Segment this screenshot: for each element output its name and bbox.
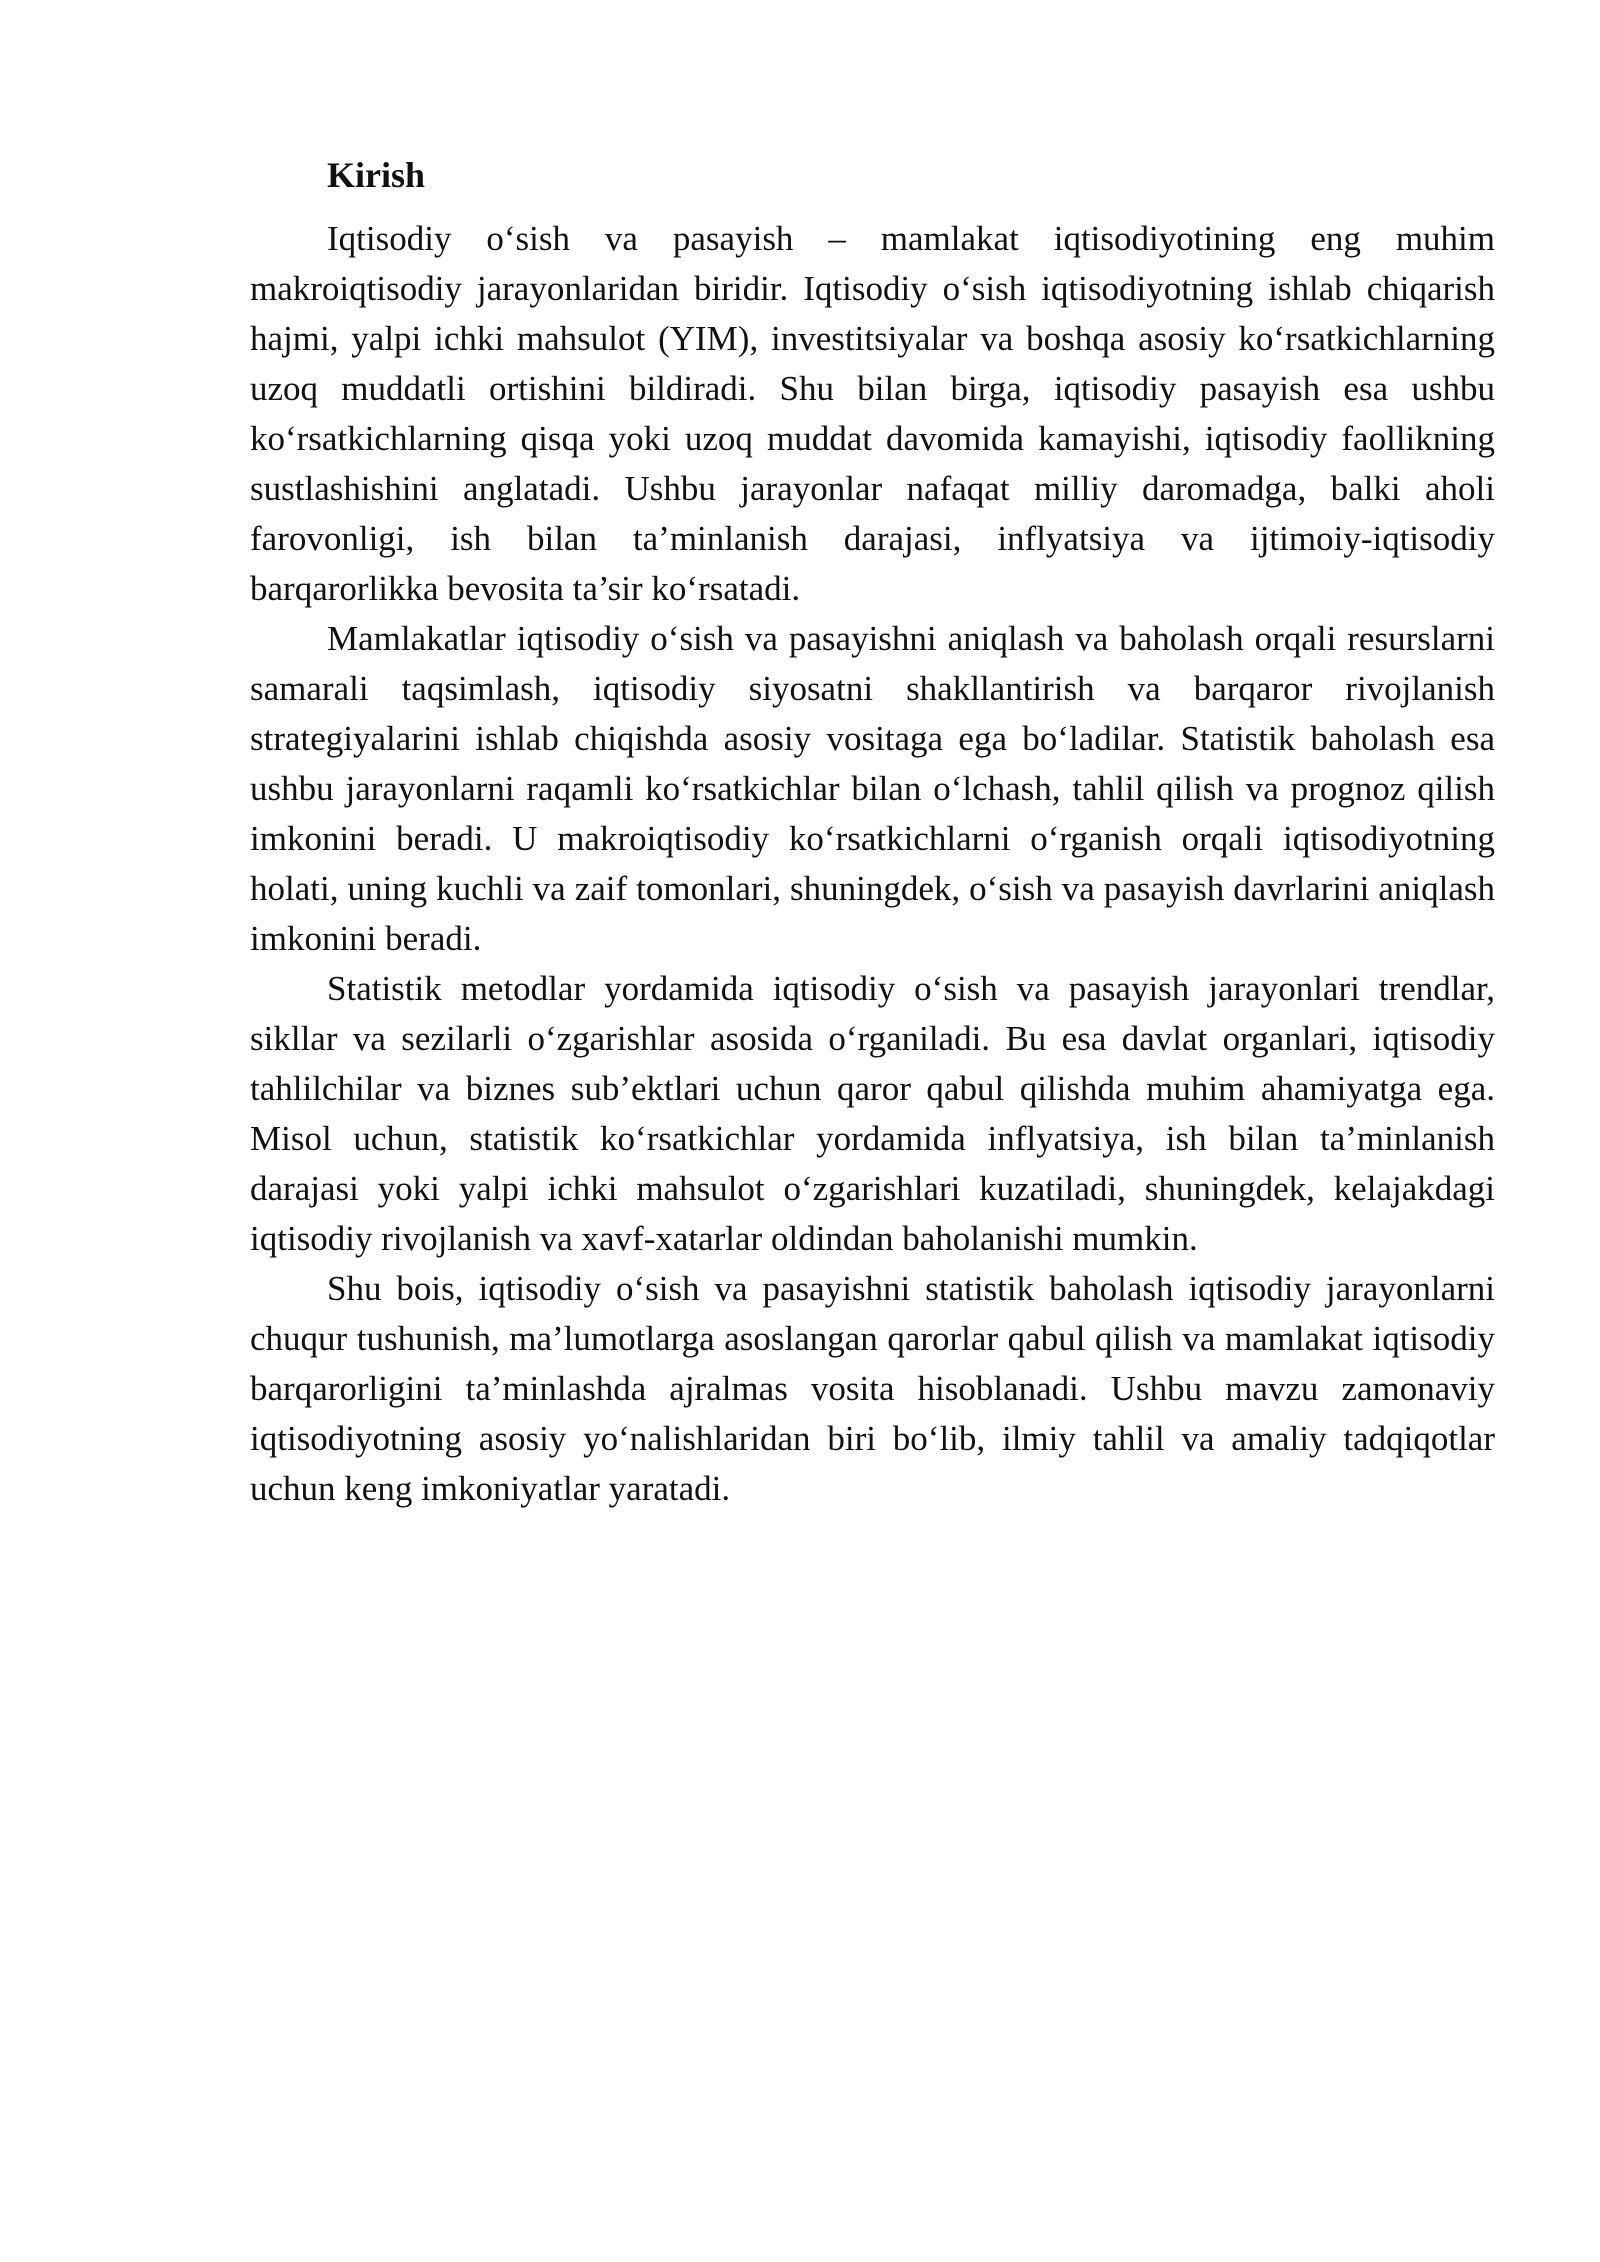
paragraph-1: Iqtisodiy o‘sish va pasayish – mamlakat iqtisodiyotining eng muhim makroiqtisodiy jarayonlaridan biridir. Iqtisodiy o‘sish iqtisodiyotning ishlab chiqarish hajmi, yalpi ichki mahsulot (YIM), investitsiyalar va boshqa asosiy ko‘rsatkichlarning uzoq muddatli ortishini bildiradi. Shu bilan birga, iqtisodiy pasayish esa ushbu ko‘rsatkichlarning qisqa yoki uzoq muddat davomida kamayishi, iqtisodiy faollikning sustlashishini anglatadi. Ushbu jarayonlar nafaqat milliy daromadga, balki aholi farovonligi, ish bilan ta’minlanish darajasi, inflyatsiya va ijtimoiy-iqtisodiy barqarorlikka bevosita ta’sir ko‘rsatadi. bbox=[250, 219, 1495, 608]
paragraph-3: Statistik metodlar yordamida iqtisodiy o‘sish va pasayish jarayonlari trendlar, sikllar va sezilarli o‘zgarishlar asosida o‘rganiladi. Bu esa davlat organlari, iqtisodiy tahlilchilar va biznes sub’ektlari uchun qaror qabul qilishda muhim ahamiyatga ega. Misol uchun, statistik ko‘rsatkichlar yordamida inflyatsiya, ish bilan ta’minlanish darajasi yoki yalpi ichki mahsulot o‘zgarishlari kuzatiladi, shuningdek, kelajakdagi iqtisodiy rivojlanish va xavf-xatarlar oldindan baholanishi mumkin. bbox=[250, 969, 1495, 1258]
paragraph-2: Mamlakatlar iqtisodiy o‘sish va pasayishni aniqlash va baholash orqali resurslarni samarali taqsimlash, iqtisodiy siyosatni shakllantirish va barqaror rivojlanish strategiyalarini ishlab chiqishda asosiy vositaga ega bo‘ladilar. Statistik baholash esa ushbu jarayonlarni raqamli ko‘rsatkichlar bilan o‘lchash, tahlil qilish va prognoz qilish imkonini beradi. U makroiqtisodiy ko‘rsatkichlarni o‘rganish orqali iqtisodiyotning holati, uning kuchli va zaif tomonlari, shuningdek, o‘sish va pasayish davrlarini aniqlash imkonini beradi. bbox=[250, 619, 1495, 958]
section-heading: Kirish bbox=[327, 155, 426, 195]
document-body bbox=[250, 150, 1495, 1514]
paragraph-4: Shu bois, iqtisodiy o‘sish va pasayishni statistik baholash iqtisodiy jarayonlarni chuqur tushunish, ma’lumotlarga asoslangan qarorlar qabul qilish va mamlakat iqtisodiy barqarorligini ta’minlashda ajralmas vosita hisoblanadi. Ushbu mavzu zamonaviy iqtisodiyotning asosiy yo‘nalishlaridan biri bo‘lib, ilmiy tahlil va amaliy tadqiqotlar uchun keng imkoniyatlar yaratadi. bbox=[250, 1269, 1495, 1508]
